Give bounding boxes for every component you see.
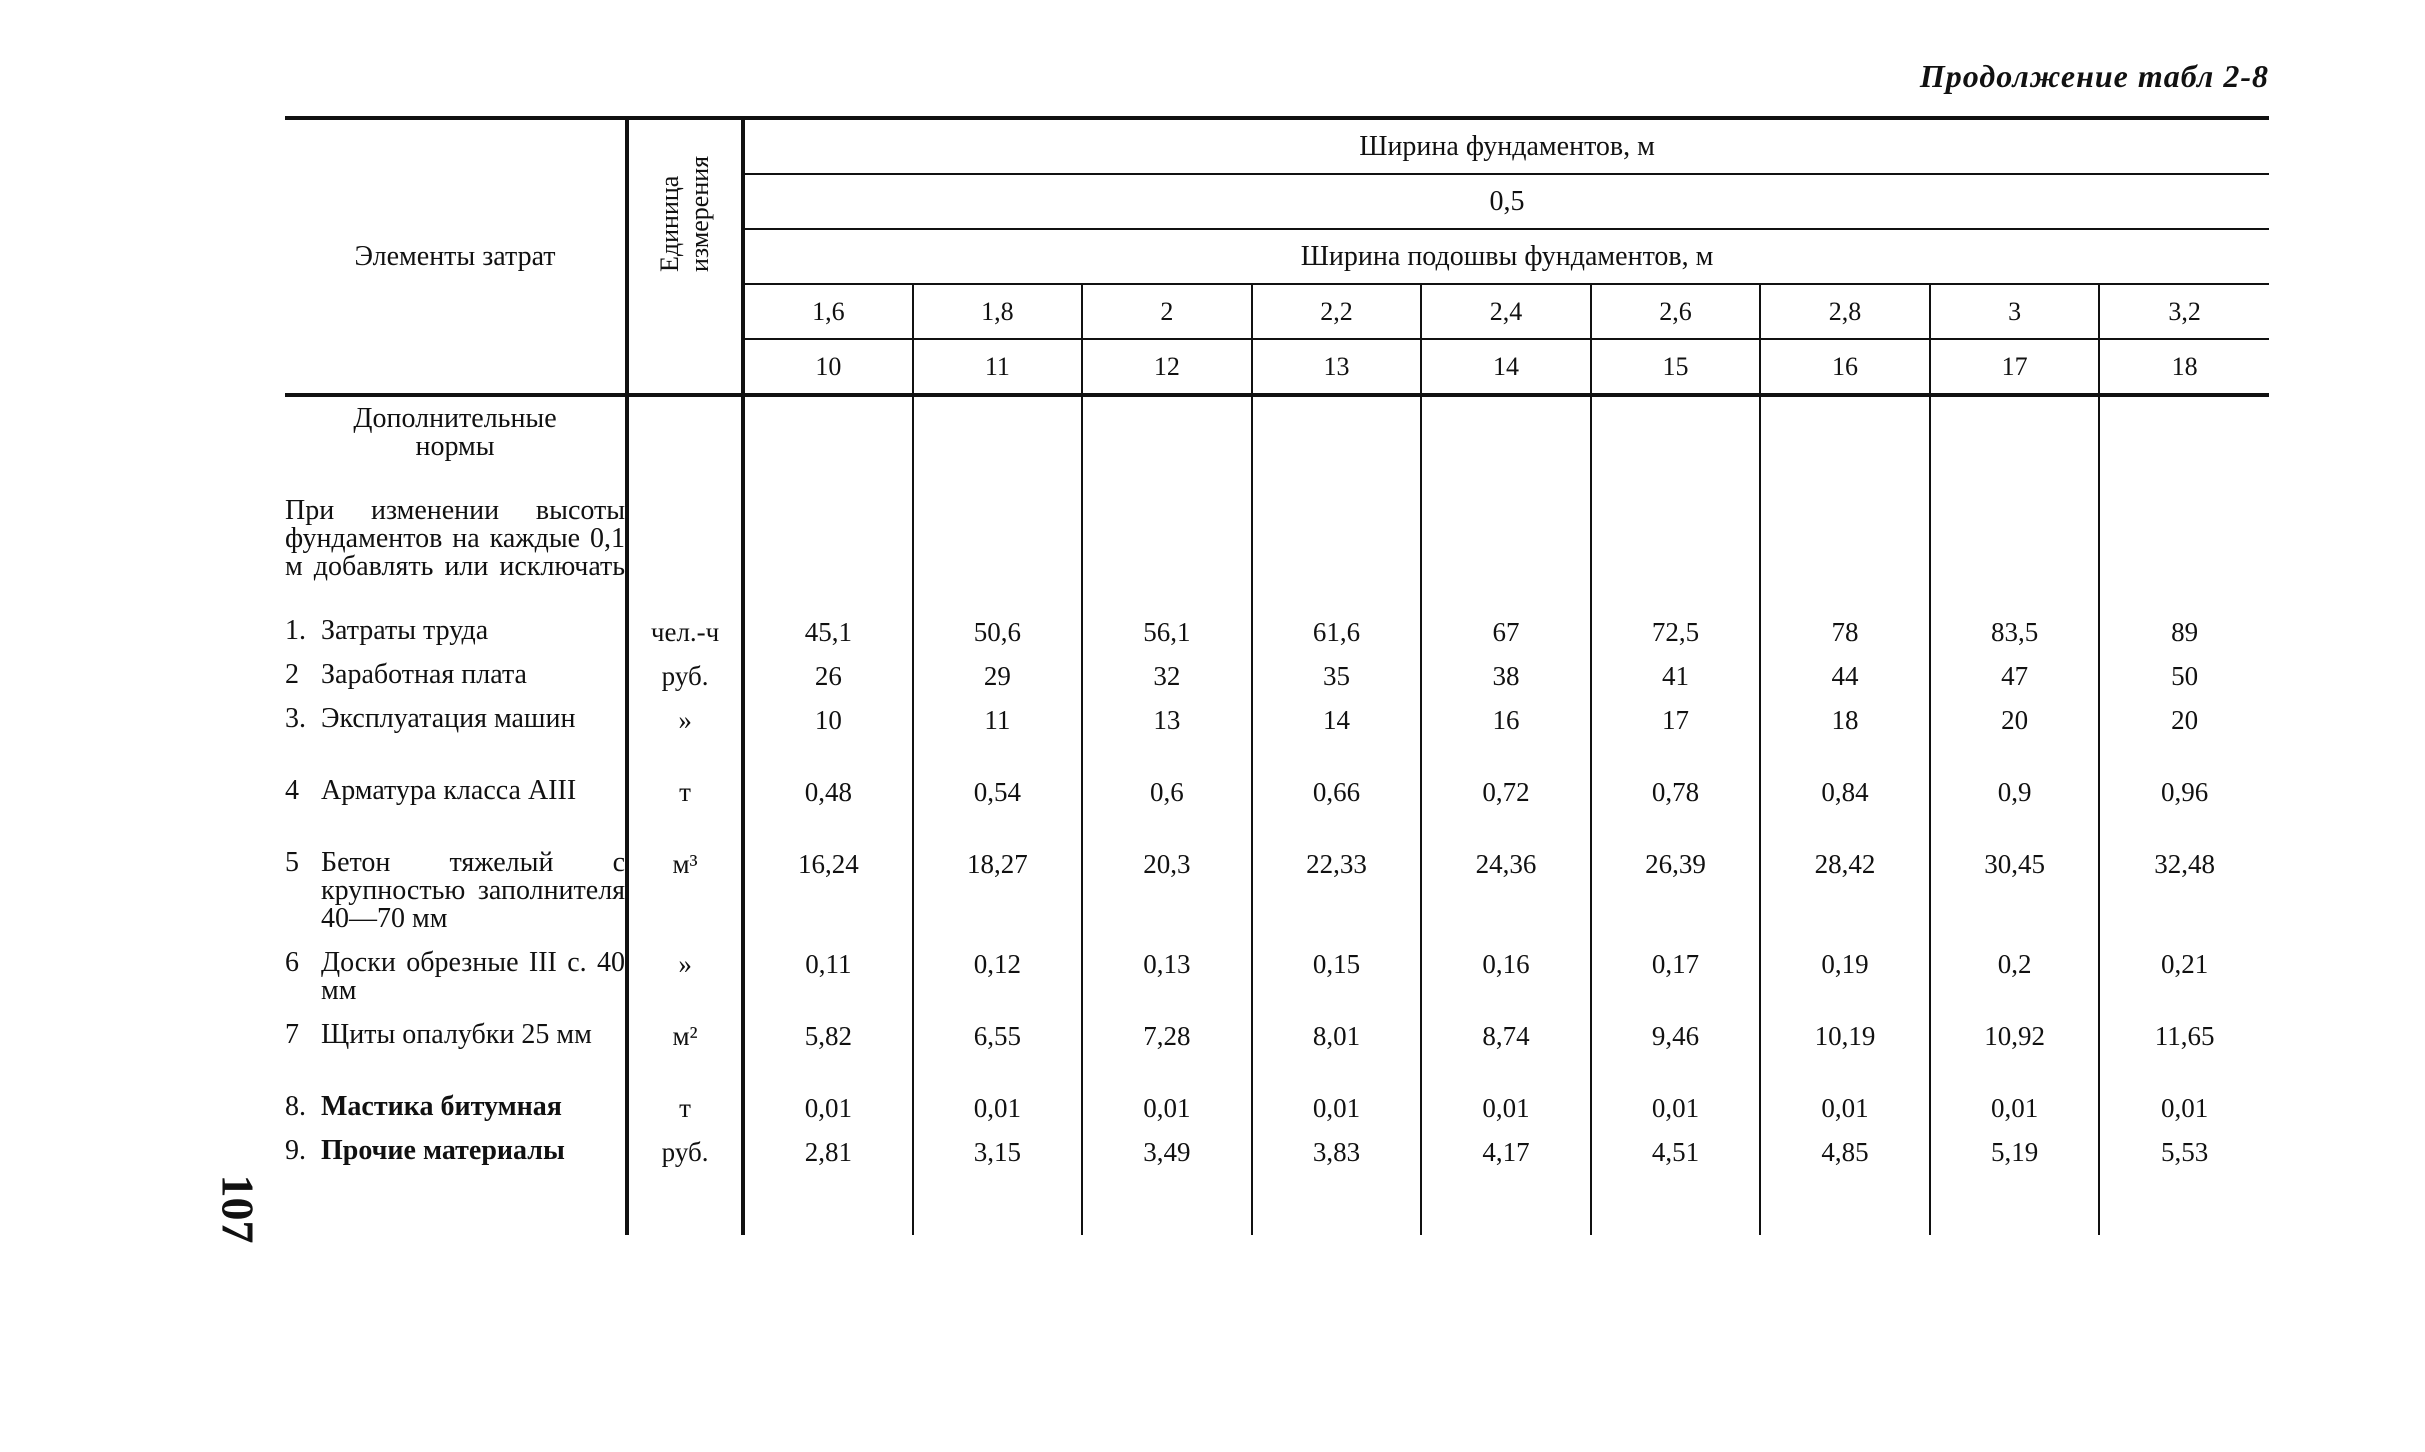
value-cell <box>1760 1129 1930 1173</box>
value-text: 61,6 <box>1312 617 1361 647</box>
value-text: 44 <box>1831 661 1859 691</box>
table-row <box>285 1085 2269 1129</box>
table-row <box>285 941 2269 1013</box>
value-text: 0,01 <box>973 1093 1021 1123</box>
table-tail <box>285 1173 2269 1235</box>
sole-width-cell: 1,6 <box>743 284 913 339</box>
value-text: 0,01 <box>1821 1093 1869 1123</box>
value-text: 28,42 <box>1814 849 1876 879</box>
value-text: 50 <box>2171 661 2199 691</box>
row-unit <box>627 609 743 653</box>
value-text: 14 <box>1322 705 1350 735</box>
row-label-cell <box>285 1085 627 1129</box>
page-number: 107 <box>212 1174 264 1244</box>
value-text: 0,54 <box>973 777 1021 807</box>
value-cell <box>1082 841 1252 941</box>
value-cell <box>2099 609 2269 653</box>
value-cell <box>2099 769 2269 841</box>
section-note: При изменении высоты фундаментов на каждые 0,1 м добавлять или исключать <box>285 495 626 582</box>
value-text: 5,82 <box>804 1021 852 1051</box>
value-text: 89 <box>2171 617 2199 647</box>
foundation-width-header: Ширина фундаментов, м <box>743 118 2269 174</box>
value-cell <box>913 1013 1083 1085</box>
value-text: 0,72 <box>1482 777 1530 807</box>
row-label: Доски обрезные III с. 40 мм <box>321 947 626 1006</box>
value-text: 0,78 <box>1651 777 1700 807</box>
sole-width-cell: 2,2 <box>1252 284 1422 339</box>
value-cell <box>1082 653 1252 697</box>
row-unit <box>627 1085 743 1129</box>
value-text: 5,53 <box>2161 1137 2209 1167</box>
row-unit <box>627 841 743 941</box>
value-cell <box>1760 609 1930 653</box>
value-text: 32,48 <box>2154 849 2216 879</box>
row-label-cell <box>285 1129 627 1173</box>
value-cell <box>743 697 913 769</box>
value-text: 24,36 <box>1475 849 1537 879</box>
value-text: 20,3 <box>1143 849 1191 879</box>
value-cell <box>1082 1085 1252 1129</box>
value-text: 20 <box>2171 705 2199 735</box>
value-text: 4,51 <box>1651 1137 1700 1167</box>
value-text: 0,19 <box>1821 949 1869 979</box>
row-number: 8. <box>285 1091 306 1122</box>
value-cell <box>1252 609 1422 653</box>
table-body <box>285 395 2269 609</box>
value-cell <box>1930 1129 2100 1173</box>
row-number: 6 <box>285 947 299 978</box>
value-text: 0,01 <box>1143 1093 1191 1123</box>
value-text: 0,6 <box>1150 777 1184 807</box>
row-label-cell <box>285 609 627 653</box>
value-cell <box>1591 941 1761 1013</box>
value-cell <box>1930 1085 2100 1129</box>
value-cell <box>1082 769 1252 841</box>
value-cell <box>1930 697 2100 769</box>
value-cell <box>2099 697 2269 769</box>
row-unit-text: руб. <box>661 1137 709 1167</box>
row-label: Прочие материалы <box>321 1135 565 1166</box>
row-label: Бетон тяжелый с крупностью заполнителя 40—70 мм <box>321 847 626 934</box>
label-column-header: Элементы затрат <box>285 118 627 395</box>
value-text: 9,46 <box>1651 1021 1700 1051</box>
value-cell <box>913 1129 1083 1173</box>
norms-table <box>285 116 2269 1235</box>
value-cell <box>1591 769 1761 841</box>
value-cell <box>743 1129 913 1173</box>
table-header <box>285 118 2269 395</box>
value-text: 18 <box>1831 705 1859 735</box>
value-text: 0,66 <box>1312 777 1361 807</box>
value-cell <box>743 609 913 653</box>
value-text: 50,6 <box>973 617 1021 647</box>
value-text: 7,28 <box>1143 1021 1191 1051</box>
value-cell <box>913 609 1083 653</box>
column-number: 13 <box>1252 339 1422 395</box>
value-cell <box>1252 653 1422 697</box>
value-text: 0,48 <box>804 777 852 807</box>
table-row <box>285 609 2269 653</box>
value-cell <box>1421 653 1591 697</box>
value-cell <box>1760 697 1930 769</box>
value-text: 0,11 <box>805 949 852 979</box>
sole-width-cell: 3 <box>1930 284 2100 339</box>
value-cell <box>1082 1013 1252 1085</box>
value-text: 11,65 <box>2154 1021 2215 1051</box>
column-number: 15 <box>1591 339 1761 395</box>
value-text: 6,55 <box>973 1021 1021 1051</box>
value-cell <box>2099 841 2269 941</box>
table-row <box>285 653 2269 697</box>
value-text: 17 <box>1662 705 1689 735</box>
row-label-cell <box>285 769 627 841</box>
value-text: 0,12 <box>973 949 1021 979</box>
sole-width-cell: 2,8 <box>1760 284 1930 339</box>
sole-width-header: Ширина подошвы фундаментов, м <box>743 229 2269 284</box>
table-row <box>285 1129 2269 1173</box>
value-text: 0,01 <box>2161 1093 2209 1123</box>
value-cell <box>1591 1013 1761 1085</box>
value-cell <box>913 769 1083 841</box>
value-text: 67 <box>1492 617 1520 647</box>
value-text: 41 <box>1662 661 1689 691</box>
row-label: Арматура класса AIII <box>321 775 577 806</box>
table-row <box>285 697 2269 769</box>
value-cell <box>1930 653 2100 697</box>
value-text: 83,5 <box>1990 617 2039 647</box>
value-cell <box>1760 1013 1930 1085</box>
column-number: 14 <box>1421 339 1591 395</box>
row-unit-text: т <box>679 777 691 807</box>
value-text: 26,39 <box>1645 849 1706 879</box>
value-cell <box>1930 769 2100 841</box>
row-unit <box>627 1129 743 1173</box>
column-number: 12 <box>1082 339 1252 395</box>
value-text: 35 <box>1322 661 1350 691</box>
value-cell <box>1252 1013 1422 1085</box>
value-cell <box>1760 1085 1930 1129</box>
value-text: 20 <box>2001 705 2029 735</box>
row-number: 3. <box>285 703 306 734</box>
column-number: 16 <box>1760 339 1930 395</box>
value-cell <box>1591 653 1761 697</box>
row-label: Эксплуатация машин <box>321 703 576 734</box>
sole-width-cell: 2,4 <box>1421 284 1591 339</box>
value-cell <box>1082 941 1252 1013</box>
section-title-line1: Дополнительные <box>353 403 557 434</box>
value-cell <box>743 653 913 697</box>
value-cell <box>1421 1085 1591 1129</box>
value-text: 29 <box>983 661 1011 691</box>
row-unit <box>627 941 743 1013</box>
value-text: 45,1 <box>804 617 852 647</box>
value-cell <box>1252 841 1422 941</box>
sole-width-cell: 2 <box>1082 284 1252 339</box>
row-label: Щиты опалубки 25 мм <box>321 1019 592 1050</box>
value-cell <box>913 1085 1083 1129</box>
value-text: 0,01 <box>1990 1093 2039 1123</box>
value-cell <box>1252 1129 1422 1173</box>
value-text: 32 <box>1153 661 1181 691</box>
value-text: 0,01 <box>1312 1093 1361 1123</box>
value-text: 47 <box>2001 661 2029 691</box>
value-cell <box>743 1085 913 1129</box>
value-text: 26 <box>814 661 842 691</box>
value-text: 0,84 <box>1821 777 1869 807</box>
value-text: 30,45 <box>1984 849 2045 879</box>
value-text: 2,81 <box>804 1137 852 1167</box>
row-label-cell <box>285 1013 627 1085</box>
value-cell <box>2099 1129 2269 1173</box>
value-cell <box>1760 841 1930 941</box>
row-unit-text: м³ <box>672 849 698 879</box>
value-text: 8,01 <box>1312 1021 1361 1051</box>
value-text: 0,21 <box>2161 949 2209 979</box>
value-text: 5,19 <box>1990 1137 2039 1167</box>
value-cell <box>1421 609 1591 653</box>
table-row <box>285 769 2269 841</box>
value-cell <box>743 1013 913 1085</box>
value-cell <box>1082 697 1252 769</box>
section-note-row <box>285 497 2269 609</box>
value-text: 10,92 <box>1984 1021 2045 1051</box>
value-text: 16 <box>1492 705 1520 735</box>
section-title <box>285 395 627 497</box>
value-text: 3,15 <box>973 1137 1021 1167</box>
row-number: 7 <box>285 1019 299 1050</box>
row-label-cell <box>285 841 627 941</box>
row-unit-text: т <box>679 1093 691 1123</box>
value-cell <box>1760 653 1930 697</box>
column-number: 18 <box>2099 339 2269 395</box>
value-text: 4,17 <box>1482 1137 1530 1167</box>
row-label: Мастика битумная <box>321 1091 562 1122</box>
value-cell <box>1930 941 2100 1013</box>
value-text: 16,24 <box>797 849 859 879</box>
value-text: 3,83 <box>1312 1137 1361 1167</box>
row-label: Заработная плата <box>321 659 527 690</box>
value-text: 0,9 <box>1997 777 2032 807</box>
value-cell <box>913 941 1083 1013</box>
value-cell <box>1421 841 1591 941</box>
value-cell <box>1252 697 1422 769</box>
value-text: 78 <box>1831 617 1859 647</box>
value-cell <box>743 841 913 941</box>
value-cell <box>1591 1129 1761 1173</box>
row-label-cell <box>285 653 627 697</box>
value-text: 18,27 <box>967 849 1028 879</box>
value-cell <box>1421 697 1591 769</box>
column-number: 11 <box>913 339 1083 395</box>
value-text: 0,01 <box>804 1093 852 1123</box>
value-text: 10,19 <box>1814 1021 1876 1051</box>
value-cell <box>743 769 913 841</box>
value-text: 13 <box>1153 705 1181 735</box>
value-cell <box>913 841 1083 941</box>
unit-column-header <box>627 118 743 395</box>
value-cell <box>1252 769 1422 841</box>
row-unit-text: чел.-ч <box>650 617 720 647</box>
row-unit-text: руб. <box>661 661 709 691</box>
row-label-cell <box>285 697 627 769</box>
value-cell <box>2099 1085 2269 1129</box>
value-cell <box>1591 841 1761 941</box>
value-cell <box>1082 1129 1252 1173</box>
row-label: Затраты труда <box>321 615 489 646</box>
value-text: 3,49 <box>1143 1137 1191 1167</box>
row-unit-text: » <box>678 705 692 735</box>
value-text: 72,5 <box>1651 617 1700 647</box>
value-cell <box>1421 1013 1591 1085</box>
value-cell <box>1930 1013 2100 1085</box>
norm-rows <box>285 609 2269 1173</box>
unit-header-line1: Единица <box>655 175 685 272</box>
row-unit <box>627 697 743 769</box>
section-title-row <box>285 395 2269 497</box>
foundation-width-value: 0,5 <box>743 174 2269 229</box>
value-cell <box>1930 609 2100 653</box>
value-text: 0,17 <box>1651 949 1700 979</box>
value-cell <box>1252 941 1422 1013</box>
continuation-caption: Продолжение табл 2-8 <box>1919 58 2269 94</box>
row-unit <box>627 653 743 697</box>
value-cell <box>1252 1085 1422 1129</box>
value-cell <box>1591 697 1761 769</box>
row-number: 5 <box>285 847 299 878</box>
section-title-line2: нормы <box>415 431 495 462</box>
value-cell <box>2099 653 2269 697</box>
value-cell <box>2099 1013 2269 1085</box>
value-text: 0,13 <box>1143 949 1191 979</box>
value-cell <box>743 941 913 1013</box>
row-number: 9. <box>285 1135 306 1166</box>
column-number: 10 <box>743 339 913 395</box>
value-text: 8,74 <box>1482 1021 1530 1051</box>
value-cell <box>1082 609 1252 653</box>
value-text: 0,15 <box>1312 949 1361 979</box>
value-cell <box>1421 769 1591 841</box>
value-cell <box>913 653 1083 697</box>
value-text: 0,01 <box>1651 1093 1700 1123</box>
row-unit <box>627 769 743 841</box>
sole-width-cell: 2,6 <box>1591 284 1761 339</box>
row-number: 4 <box>285 775 299 806</box>
value-cell <box>1930 841 2100 941</box>
value-cell <box>1760 941 1930 1013</box>
value-text: 22,33 <box>1306 849 1367 879</box>
row-unit <box>627 1013 743 1085</box>
value-cell <box>1591 1085 1761 1129</box>
value-text: 4,85 <box>1821 1137 1869 1167</box>
value-cell <box>2099 941 2269 1013</box>
unit-header-line2: измерения <box>685 155 715 272</box>
value-text: 0,01 <box>1482 1093 1530 1123</box>
row-label-cell <box>285 941 627 1013</box>
row-unit-text: » <box>678 949 692 979</box>
value-cell <box>1591 609 1761 653</box>
value-text: 56,1 <box>1143 617 1191 647</box>
value-cell <box>1421 1129 1591 1173</box>
table-row <box>285 1013 2269 1085</box>
value-text: 0,2 <box>1997 949 2032 979</box>
value-text: 11 <box>984 705 1011 735</box>
table-row <box>285 841 2269 941</box>
sole-width-cell: 3,2 <box>2099 284 2269 339</box>
row-unit-text: м² <box>672 1021 698 1051</box>
row-number: 2 <box>285 659 299 690</box>
value-text: 10 <box>814 705 842 735</box>
value-cell <box>913 697 1083 769</box>
value-cell <box>1421 941 1591 1013</box>
value-text: 0,96 <box>2161 777 2209 807</box>
value-text: 38 <box>1492 661 1520 691</box>
row-number: 1. <box>285 615 306 646</box>
value-cell <box>1760 769 1930 841</box>
column-number: 17 <box>1930 339 2100 395</box>
sole-width-cell: 1,8 <box>913 284 1083 339</box>
value-text: 0,16 <box>1482 949 1530 979</box>
